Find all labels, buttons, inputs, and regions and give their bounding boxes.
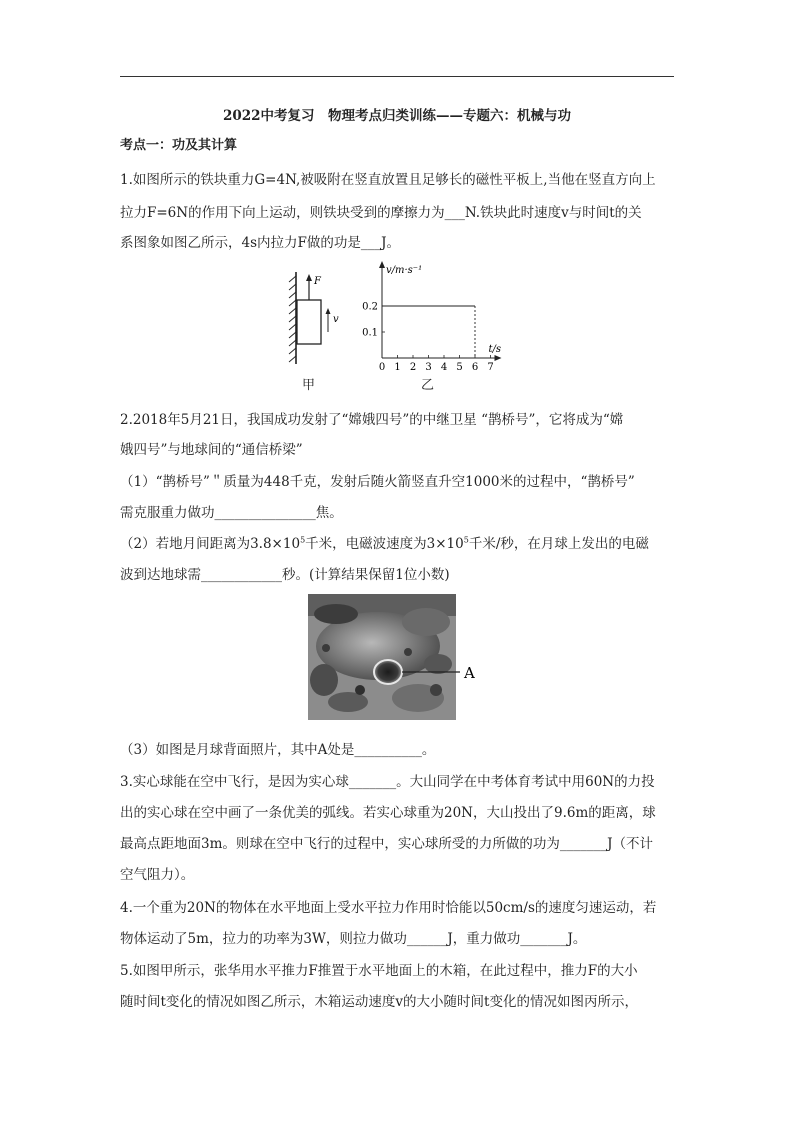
q3-line-4: 空气阻力）。 (120, 867, 195, 883)
figure-jia-iron-block (282, 270, 352, 368)
q2-sub1-line-2: 需克服重力做功_______________焦。 (120, 505, 343, 521)
y-tick-label: 0.2 (362, 301, 378, 313)
iron-block (297, 300, 321, 344)
x-tick-label: 5 (456, 362, 463, 373)
velocity-label: v (333, 314, 339, 325)
figure-yi-caption: 乙 (421, 378, 435, 393)
x-tick-label: 0 (378, 362, 386, 373)
q4-line-1: 4.一个重为20N的物体在水平地面上受水平拉力作用时恰能以50cm/s的速度匀速运动，若 (120, 900, 657, 916)
q2-sub2-text-b: 千米，电磁波速度为3×10 (305, 536, 464, 552)
q2-sub2-text-c: 千米/秒，在月球上发出的电磁 (468, 536, 649, 552)
q2-sub2-exponent-2: 5 (463, 535, 469, 545)
q2-line-2: 娥四号”与地球间的“通信桥梁” (120, 442, 303, 458)
x-tick-label: 6 (471, 362, 479, 373)
q5-line-2: 随时间t变化的情况如图乙所示，木箱运动速度v的大小随时间t变化的情况如图丙所示， (120, 994, 638, 1010)
q4-line-2: 物体运动了5m，拉力的功率为3W，则拉力做功______J，重力做功_______J。 (120, 931, 587, 947)
q2-sub1-line-1: （1）“鹊桥号”＂质量为448千克，发射后随火箭竖直升空1000米的过程中，“鹊桥号” (120, 474, 635, 490)
q1-line-1: 1.如图所示的铁块重力G=4N,被吸附在竖直放置且足够长的磁性平板上,当他在竖直方向上 (120, 172, 656, 188)
x-axis-arrow (495, 355, 502, 361)
q2-sub3-line: （3）如图是月球背面照片，其中A处是__________。 (120, 742, 436, 758)
figure-jia-caption: 甲 (302, 378, 316, 393)
x-tick-label: 3 (425, 362, 432, 373)
y-axis-arrow (379, 261, 385, 268)
q2-sub2-line-1 (120, 532, 680, 552)
q3-line-1: 3.实心球能在空中飞行，是因为实心球_______。大山同学在中考体育考试中用60N的力投 (120, 774, 655, 790)
x-tick-label: 4 (440, 362, 448, 373)
q5-line-1: 5.如图甲所示，张华用水平推力F推置于水平地面上的木箱，在此过程中，推力F的大小 (120, 963, 638, 979)
x-tick-label: 1 (394, 362, 401, 373)
q1-line-3: 系图象如图乙所示，4s内拉力F做的功是___J。 (120, 235, 401, 251)
q3-line-3: 最高点距地面3m。则球在空中飞行的过程中，实心球所受的力所做的功为_______J（不计 (120, 836, 654, 852)
velocity-arrow-head (326, 308, 331, 314)
x-axis-label: t/s (488, 344, 502, 355)
y-tick-label: 0.1 (362, 327, 378, 339)
q2-sub2-exponent-1: 5 (300, 535, 306, 545)
x-tick-label: 7 (487, 362, 494, 373)
section-heading: 考点一：功及其计算 (120, 138, 238, 153)
force-label: F (314, 276, 321, 287)
moon-far-side-photo (308, 594, 498, 720)
q2-sub2-line-2: 波到达地球需____________秒。(计算结果保留1位小数) (120, 567, 450, 583)
board-hatching (289, 276, 296, 362)
figure-yi-vt-chart (360, 258, 520, 376)
q3-line-2: 出的实心球在空中画了一条优美的弧线。若实心球重为20N，大山投出了9.6m的距离，球 (120, 805, 656, 821)
page-title: 2022中考复习 物理考点归类训练——专题六：机械与功 (222, 108, 572, 124)
q2-sub2-text-a: （2）若地月间距离为3.8×10 (120, 536, 301, 552)
q2-line-1: 2.2018年5月21日，我国成功发射了“嫦娥四号”的中继卫星 “鹊桥号”，它将成为“嫦 (120, 412, 624, 428)
force-arrow-head (306, 274, 312, 281)
photo-label-a: A (464, 664, 475, 682)
header-rule (120, 76, 674, 77)
q1-line-2: 拉力F=6N的作用下向上运动，则铁块受到的摩擦力为___N.铁块此时速度v与时间t的关 (120, 205, 642, 221)
y-axis-label: v/m·s⁻¹ (386, 265, 423, 276)
x-tick-label: 2 (409, 362, 417, 373)
